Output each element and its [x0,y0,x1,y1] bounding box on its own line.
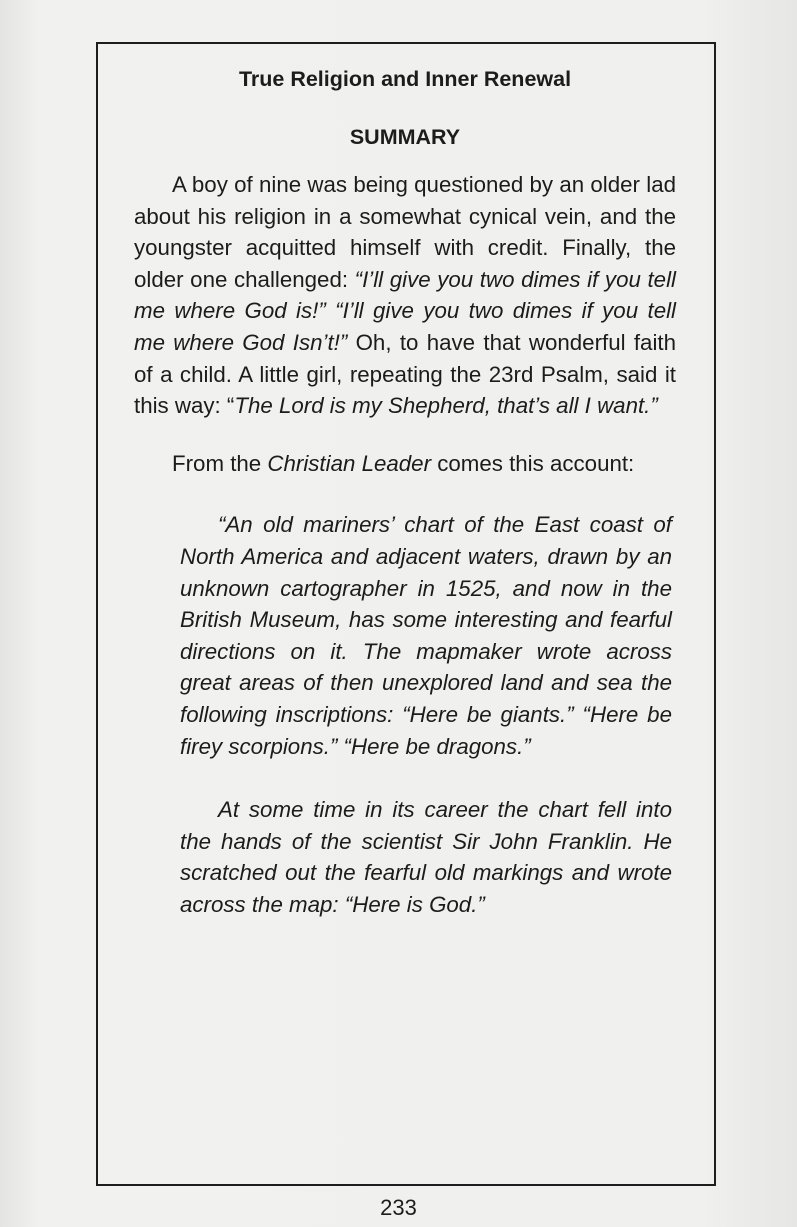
paragraph1-quote-3: The Lord is my Shepherd, that’s all I want.” [234,393,658,419]
paragraph1-text-2 [326,298,335,323]
section-heading: SUMMARY [349,125,461,149]
chapter-title: True Religion and Inner Renewal [238,67,572,91]
paragraph-boy-of-nine [134,169,676,422]
paragraph2-text-1: From the [172,450,268,476]
quote-paragraph-franklin: At some time in its career the chart fell into the hands of the scientist Sir John Franklin. He scratched out the fearful old markings and wrote across the map: “Here is God.” [180,797,672,917]
paragraph2-text-2: comes this account: [431,450,635,476]
quote-paragraph-mariners-chart: “An old mariners’ chart of the East coast of North America and adjacent waters, drawn by an unknown cartographer in 1525, and now in the British Museum, has some interesting and fearful directions on it. The mapmaker wrote across great areas of then unexplored land and sea the following inscriptions: “Here be giants.” “Here be firey scorpions.” “Here be dragons.” [180,512,672,759]
paragraph-christian-leader [134,448,676,480]
paragraph1-text-1: A boy of nine was being questioned by an older lad about his religion in a somewhat cynical vein, and the youngster acquitted himself with credit. Finally, the older one challenged: [134,172,676,292]
paragraph1-quote-2: “I’ll give you two dimes if you tell me where God Isn’t!” [134,298,676,355]
paragraph2-source: Christian Leader [267,450,432,476]
paragraph1-quote-1: “I’ll give you two dimes if you tell me where God is!” [134,266,676,324]
page-number: 233 [380,1195,417,1220]
page-content [134,64,676,920]
paragraph1-text-3: Oh, to have that wonderful faith of a child. A little girl, repeating the 23rd Psalm, said it this way: “ [134,329,676,419]
